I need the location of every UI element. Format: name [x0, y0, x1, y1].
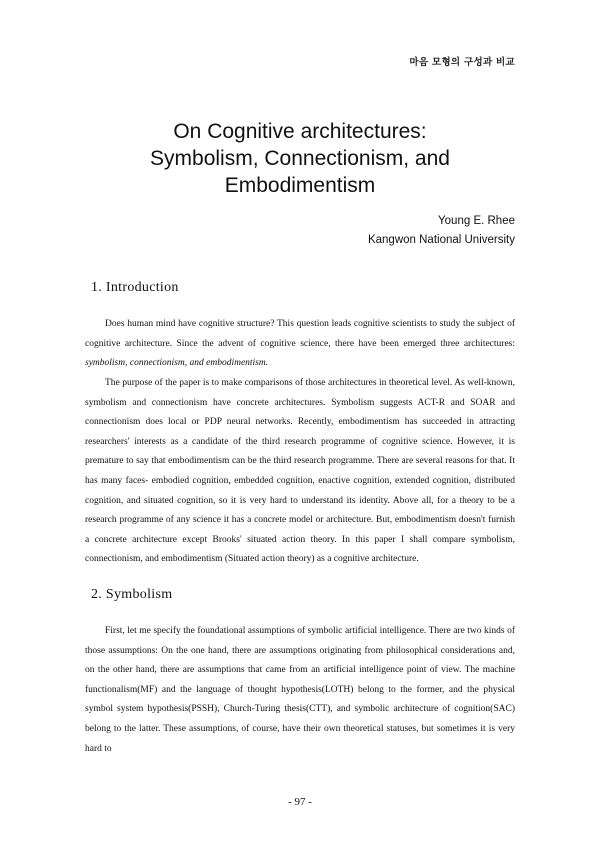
title-line-3: Embodimentism [224, 174, 376, 197]
section-heading-introduction: 1. Introduction [91, 280, 179, 295]
title-line-1: On Cognitive architectures: [173, 120, 427, 143]
author-block [368, 212, 515, 250]
intro-paragraph-1 [85, 315, 515, 374]
intro-paragraph-1-text: Does human mind have cognitive structure? This question leads cognitive scientists to study the subject of cognitive architecture. Since the advent of cognitive science, there have been emerged three architectures: [85, 319, 515, 349]
intro-paragraph-2 [85, 374, 515, 570]
author-affiliation: Kangwon National University [367, 234, 515, 246]
section-heading-symbolism: 2. Symbolism [91, 587, 173, 602]
intro-paragraph-2-text: The purpose of the paper is to make comparisons of those architectures in theoretical level. As well-known, symbolism and connectionism have concrete architectures. Symbolism suggests ACT-R and SOAR and connectionism does local or PDP neural networks. Recently, embodimentism has succeeded in attracting researchers' interests as a candidate of the third research programme of cognitive science. However, it is premature to say that embodimentism can be the third research programme. There are several reasons for that. It has many faces- embodied cognition, embedded cognition, enactive cognition, extended cognition, distributed cognition, and situated cognition, so it is very hard to understand its identity. Above all, for a theory to be a research programme of any science it has a concrete model or architecture. But, embodimentism doesn't furnish a concrete architecture except Brooks' situated action theory. In this paper I shall compare symbolism, connectionism, and embodimentism (Situated action theory) as a cognitive architecture. [85, 378, 515, 565]
author-name: Young E. Rhee [438, 215, 515, 227]
page-number: - 97 - [288, 796, 312, 808]
paper-title [0, 118, 600, 199]
symbolism-paragraph-1-text: First, let me specify the foundational assumptions of symbolic artificial intelligence. There are two kinds of those assumptions: On the one hand, there are assumptions originating from philosophical considerations and, on the other hand, there are assumptions that came from an artificial intelligence point of view. The machine functionalism(MF) and the language of thought hypothesis(LOTH) belong to the former, and the physical symbol system hypothesis(PSSH), Church-Turing thesis(CTT), and symbolic architecture of cognition(SAC) belong to the latter. These assumptions, of course, have their own theoretical statuses, but sometimes it is very hard to [85, 626, 515, 754]
title-line-2: Symbolism, Connectionism, and [150, 147, 450, 170]
intro-paragraph-1-emphasis: symbolism, connectionism, and embodimentism. [85, 358, 269, 369]
running-header: 마음 모형의 구성과 비교 [409, 57, 515, 68]
symbolism-paragraph-1 [85, 622, 515, 759]
